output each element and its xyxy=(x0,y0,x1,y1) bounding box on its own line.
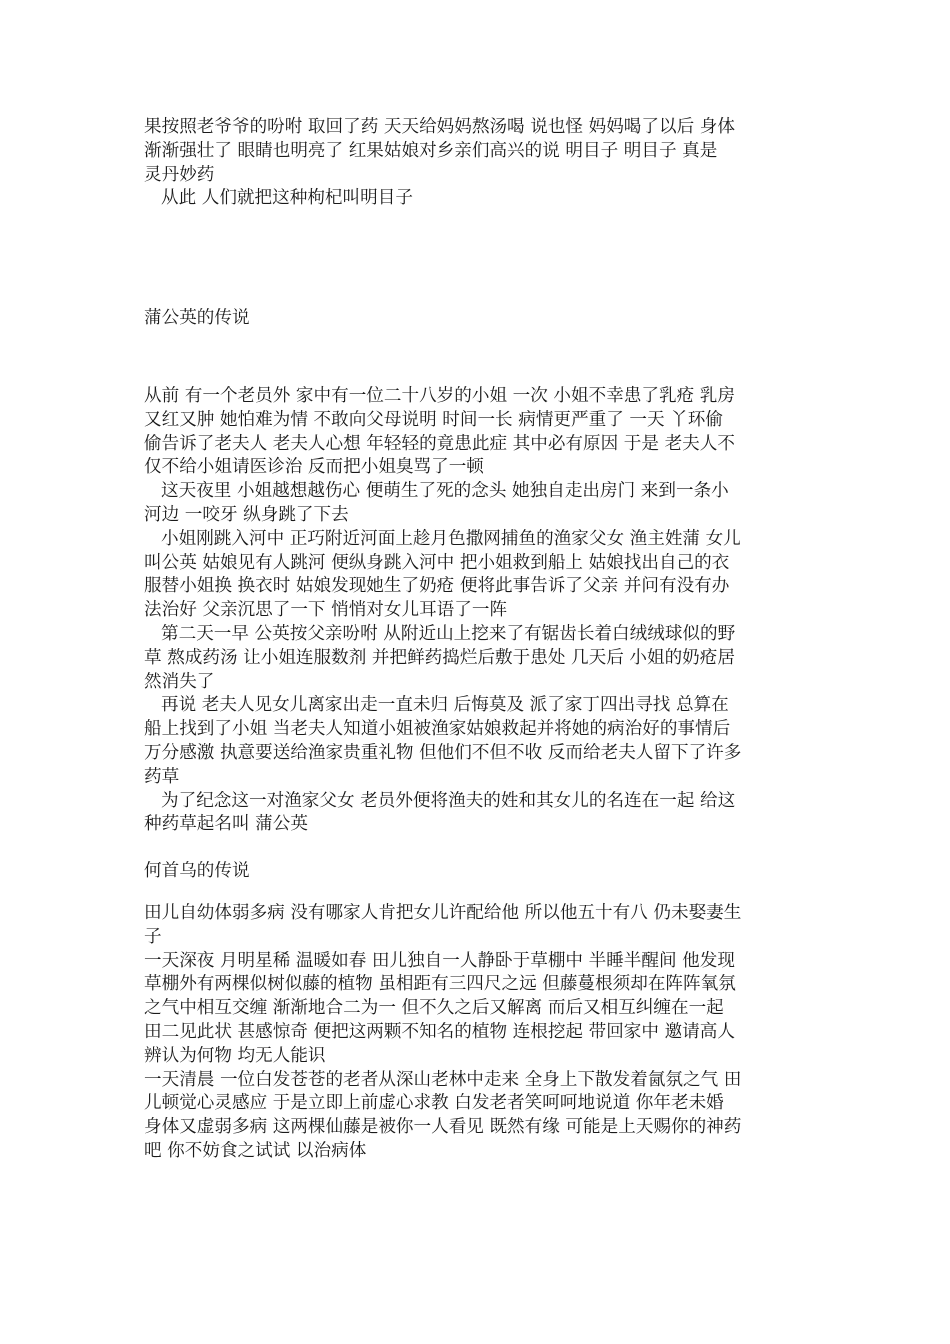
paragraph-line: 药草 xyxy=(144,766,180,787)
paragraph-line: 第二天一早 公英按父亲吩咐 从附近山上挖来了有锯齿长着白绒绒球似的野 xyxy=(161,623,736,644)
paragraph-line: 田二见此状 甚感惊奇 便把这两颗不知名的植物 连根挖起 带回家中 邀请高人 xyxy=(144,1021,735,1042)
paragraph-line: 果按照老爷爷的吩咐 取回了药 天天给妈妈熬汤喝 说也怪 妈妈喝了以后 身体 xyxy=(144,117,735,137)
paragraph-line: 为了纪念这一对渔家父女 老员外便将渔夫的姓和其女儿的名连在一起 给这 xyxy=(161,790,736,811)
intro-text xyxy=(144,116,812,211)
paragraph-line: 灵丹妙药 xyxy=(144,164,215,185)
dandelion-story xyxy=(144,385,812,837)
section-title-dandelion: 蒲公英的传说 xyxy=(144,308,250,329)
paragraph-line: 再说 老夫人见女儿离家出走一直未归 后悔莫及 派了家丁四出寻找 总算在 xyxy=(161,695,729,716)
paragraph-line: 身体又虚弱多病 这两棵仙藤是被你一人看见 既然有缘 可能是上天赐你的神药 xyxy=(144,1117,742,1138)
paragraph-line: 叫公英 姑娘见有人跳河 便纵身跳入河中 把小姐救到船上 姑娘找出自己的衣 xyxy=(144,552,730,573)
paragraph-line: 一天深夜 月明星稀 温暖如春 田儿独自一人静卧于草棚中 半睡半醒间 他发现 xyxy=(144,950,735,971)
paragraph-line: 小姐刚跳入河中 正巧附近河面上趁月色撒网捕鱼的渔家父女 渔主姓蒲 女儿 xyxy=(161,528,741,549)
paragraph-line: 儿顿觉心灵感应 于是立即上前虚心求教 白发老者笑呵呵地说道 你年老未婚 xyxy=(144,1093,724,1114)
paragraph-line: 吧 你不妨食之试试 以治病体 xyxy=(144,1140,367,1161)
paragraph-line: 河边 一咬牙 纵身跳了下去 xyxy=(144,504,349,525)
section-title-heshouwu: 何首乌的传说 xyxy=(144,861,250,882)
paragraph-line: 法治好 父亲沉思了一下 悄悄对女儿耳语了一阵 xyxy=(144,600,508,621)
paragraph-line: 仅不给小姐请医诊治 反而把小姐臭骂了一顿 xyxy=(144,457,484,478)
paragraph-line: 从此 人们就把这种枸杞叫明目子 xyxy=(161,188,413,209)
document-page xyxy=(144,116,812,1164)
paragraph-line: 草 熬成药汤 让小姐连服数剂 并把鲜药捣烂后敷于患处 几天后 小姐的奶疮居 xyxy=(144,647,735,668)
paragraph-line: 一天清晨 一位白发苍苍的老者从深山老林中走来 全身上下散发着氤氛之气 田 xyxy=(144,1069,742,1090)
paragraph-line: 从前 有一个老员外 家中有一位二十八岁的小姐 一次 小姐不幸患了乳疮 乳房 xyxy=(144,385,735,406)
paragraph-line: 草棚外有两棵似树似藤的植物 虽相距有三四尺之远 但藤蔓根须却在阵阵氧氛 xyxy=(144,974,736,995)
paragraph-line: 这天夜里 小姐越想越伤心 便萌生了死的念头 她独自走出房门 来到一条小 xyxy=(161,481,729,502)
paragraph-line: 种药草起名叫 蒲公英 xyxy=(144,814,308,835)
paragraph-line: 辨认为何物 均无人能识 xyxy=(144,1045,326,1066)
paragraph-line: 渐渐强壮了 眼睛也明亮了 红果姑娘对乡亲们高兴的说 明目子 明目子 真是 xyxy=(144,140,718,161)
paragraph-line: 万分感激 执意要送给渔家贵重礼物 但他们不但不收 反而给老夫人留下了许多 xyxy=(144,742,742,763)
paragraph-line: 偷告诉了老夫人 老夫人心想 年轻轻的竟患此症 其中必有原因 于是 老夫人不 xyxy=(144,433,735,454)
paragraph-line: 然消失了 xyxy=(144,671,215,692)
paragraph-line: 田儿自幼体弱多病 没有哪家人肯把女儿许配给他 所以他五十有八 仍未娶妻生 xyxy=(144,902,742,923)
paragraph-line: 服替小姐换 换衣时 姑娘发现她生了奶疮 便将此事告诉了父亲 并问有没有办 xyxy=(144,576,730,597)
paragraph-line: 又红又肿 她怕难为情 不敢向父母说明 时间一长 病情更严重了 一天 丫环偷 xyxy=(144,409,723,430)
paragraph-line: 船上找到了小姐 当老夫人知道小姐被渔家姑娘救起并将她的病治好的事情后 xyxy=(144,719,731,740)
paragraph-line: 子 xyxy=(144,926,162,947)
paragraph-line: 之气中相互交缠 渐渐地合二为一 但不久之后又解离 而后又相互纠缠在一起 xyxy=(144,998,724,1019)
heshouwu-story xyxy=(144,902,812,1164)
